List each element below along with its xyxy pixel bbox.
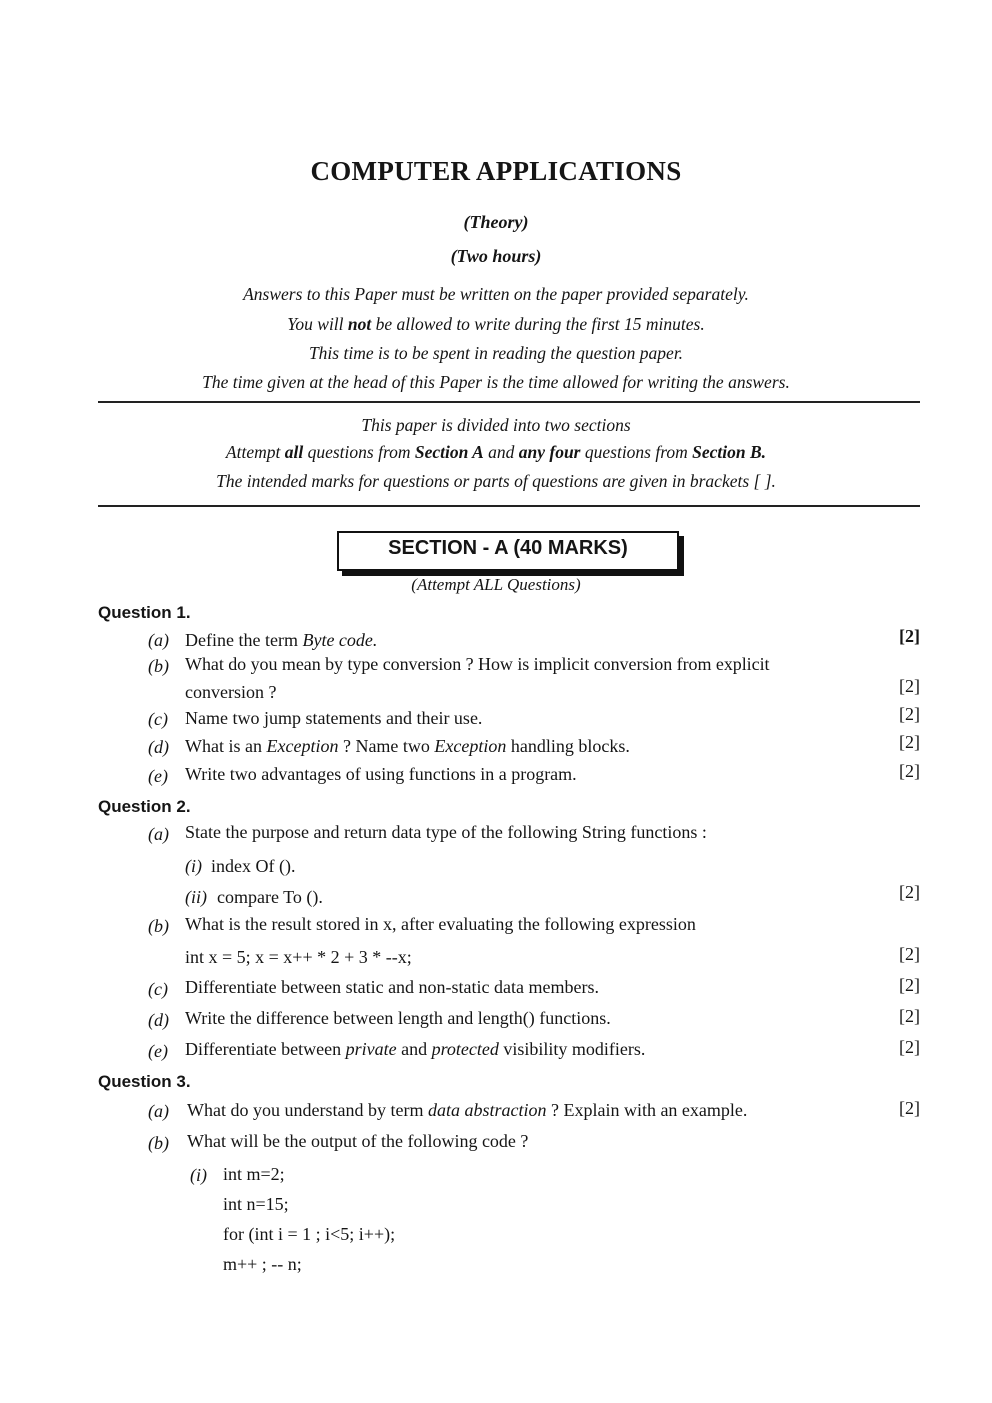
code-line: int n=15; — [223, 1194, 289, 1214]
section-a-subtitle: (Attempt ALL Questions) — [411, 575, 581, 594]
paper-subtitle-theory: (Theory) — [463, 212, 529, 232]
q2-e-label: (e) — [148, 1041, 168, 1061]
q1-e-marks: [2] — [899, 761, 920, 781]
q2-c-text: Differentiate between static and non-static data members. — [185, 977, 599, 997]
q2-d-text: Write the difference between length and length() functions. — [185, 1008, 611, 1028]
q1-b-marks: [2] — [899, 676, 920, 696]
instruction-line-4: The time given at the head of this Paper is the time allowed for writing the answers. — [202, 372, 790, 392]
code-line: for (int i = 1 ; i<5; i++); — [223, 1224, 396, 1244]
q1-c-text: Name two jump statements and their use. — [185, 708, 483, 728]
q1-c-label: (c) — [148, 709, 168, 729]
q2-a-i-text: index Of (). — [211, 856, 296, 876]
q2-a-ii-text: compare To (). — [217, 887, 323, 907]
q1-a-text: Define the term Byte code. — [185, 630, 378, 650]
q3-b-i-label: (i) — [190, 1165, 207, 1185]
question-2-heading: Question 2. — [98, 797, 191, 816]
q2-b-marks: [2] — [899, 944, 920, 964]
instruction-line-1: Answers to this Paper must be written on the paper provided separately. — [243, 284, 749, 304]
q3-b-label: (b) — [148, 1133, 169, 1153]
section-a-title: SECTION - A (40 MARKS) — [388, 537, 628, 559]
code-line: m++ ; -- n; — [223, 1254, 302, 1274]
q3-a-label: (a) — [148, 1101, 169, 1121]
q1-b-text-line-2: conversion ? — [185, 682, 277, 702]
q2-c-label: (c) — [148, 979, 168, 999]
q1-b-text-line-1: What do you mean by type conversion ? How is implicit conversion from explicit — [185, 654, 770, 674]
q2-a-i-label: (i) — [185, 856, 202, 876]
divider-top — [98, 401, 920, 403]
sections-note-line-1: This paper is divided into two sections — [361, 415, 631, 435]
q1-e-text: Write two advantages of using functions in a program. — [185, 764, 577, 784]
q1-d-marks: [2] — [899, 732, 920, 752]
q3-a-marks: [2] — [899, 1098, 920, 1118]
divider-bottom — [98, 505, 920, 507]
q2-b-label: (b) — [148, 916, 169, 936]
question-1-heading: Question 1. — [98, 603, 191, 622]
q2-a-label: (a) — [148, 824, 169, 844]
q2-a-marks: [2] — [899, 882, 920, 902]
q2-c-marks: [2] — [899, 975, 920, 995]
q2-e-marks: [2] — [899, 1037, 920, 1057]
q2-b-text-line-2: int x = 5; x = x++ * 2 + 3 * --x; — [185, 947, 412, 967]
q2-d-label: (d) — [148, 1010, 169, 1030]
q2-a-text: State the purpose and return data type of the following String functions : — [185, 822, 707, 842]
sections-note-line-3: The intended marks for questions or parts of questions are given in brackets [ ]. — [216, 471, 776, 491]
q1-c-marks: [2] — [899, 704, 920, 724]
q1-b-label: (b) — [148, 656, 169, 676]
q3-b-text: What will be the output of the following code ? — [187, 1131, 529, 1151]
q3-a-text: What do you understand by term data abstraction ? Explain with an example. — [187, 1100, 748, 1120]
page-title: COMPUTER APPLICATIONS — [310, 156, 682, 186]
q1-a-marks: [2] — [899, 626, 920, 646]
sections-note-line-2: Attempt all questions from Section A and any four questions from Section B. — [225, 442, 767, 462]
paper-duration: (Two hours) — [450, 246, 542, 266]
question-3-heading: Question 3. — [98, 1072, 191, 1091]
code-line: int m=2; — [223, 1164, 285, 1184]
q2-d-marks: [2] — [899, 1006, 920, 1026]
instruction-line-2: You will not be allowed to write during the first 15 minutes. — [287, 314, 705, 334]
q2-e-text: Differentiate between private and protected visibility modifiers. — [185, 1039, 646, 1059]
q1-e-label: (e) — [148, 766, 168, 786]
q1-d-text: What is an Exception ? Name two Exception handling blocks. — [185, 736, 630, 756]
q2-b-text-line-1: What is the result stored in x, after evaluating the following expression — [185, 914, 696, 934]
q2-a-ii-label: (ii) — [185, 887, 207, 907]
instruction-line-3: This time is to be spent in reading the question paper. — [308, 343, 684, 363]
q1-d-label: (d) — [148, 737, 169, 757]
q1-a-label: (a) — [148, 630, 169, 650]
